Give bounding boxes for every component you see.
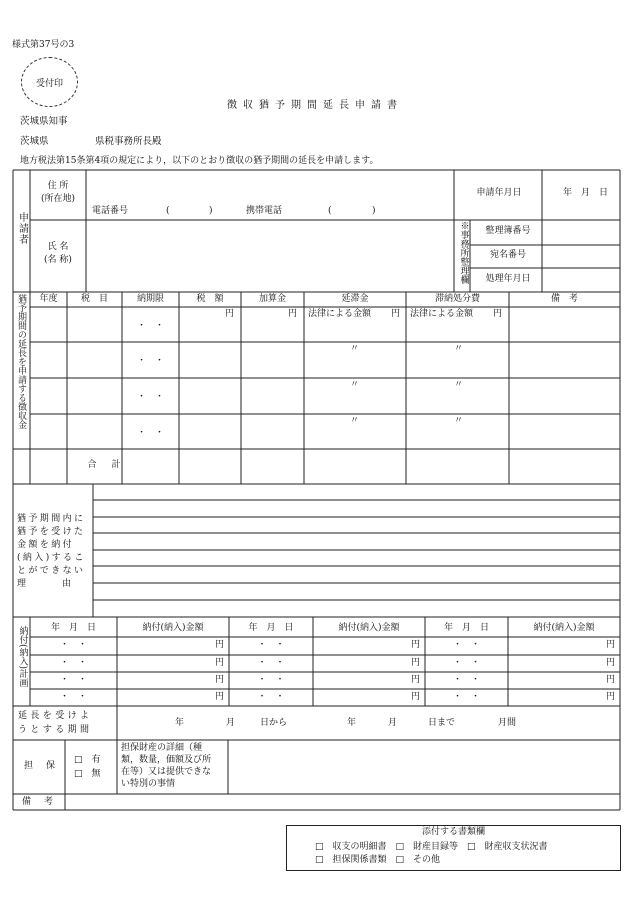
plan-date-header-2: 年 月 日 bbox=[443, 623, 489, 633]
due-date-dots[interactable]: ・ ・ bbox=[136, 321, 164, 331]
plan-amount-yen: 円 bbox=[605, 640, 615, 650]
addressee-number-label: 宛名番号 bbox=[489, 250, 526, 260]
reason-label-line-0: 猶予期間内に bbox=[17, 514, 86, 524]
security-yes-checkbox[interactable]: □ 有 bbox=[74, 755, 101, 765]
extension-label-line1: 延長を受けよ bbox=[18, 711, 93, 721]
plan-amount-yen: 円 bbox=[214, 640, 224, 650]
plan-date-dots[interactable]: ・ ・ bbox=[452, 640, 480, 650]
security-detail-line-3: い特別の事情 bbox=[121, 779, 176, 789]
addressee-governor: 茨城県知事 bbox=[20, 116, 68, 127]
ext-year-2: 年 bbox=[347, 718, 357, 728]
security-detail-line-2: 在等）又は提供できな bbox=[121, 767, 212, 777]
tax-amount-yen: 円 bbox=[224, 309, 234, 319]
plan-amount-yen: 円 bbox=[214, 692, 224, 702]
ledger-number-label: 整理簿番号 bbox=[485, 226, 531, 236]
name-sub-label: (名 称) bbox=[44, 255, 72, 265]
plan-date-header-1: 年 月 日 bbox=[248, 623, 294, 633]
intro-text: 地方税法第15条第4項の規定により，以下のとおり徴収の猶予期間の延長を申請します。 bbox=[20, 156, 379, 166]
due-date-dots[interactable]: ・ ・ bbox=[136, 392, 164, 402]
plan-amount-yen: 円 bbox=[410, 692, 420, 702]
tax-header-0: 年度 bbox=[39, 294, 58, 304]
delinquent-yen: 円 bbox=[390, 309, 400, 319]
mobile-label: 携帯電話 bbox=[246, 206, 283, 216]
plan-amount-yen: 円 bbox=[214, 658, 224, 668]
mobile-paren-close: ) bbox=[372, 206, 376, 216]
security-detail-line-0: 担保財産の詳細（種 bbox=[121, 743, 203, 753]
process-date-label: 処理年月日 bbox=[485, 274, 531, 284]
plan-date-dots[interactable]: ・ ・ bbox=[257, 692, 285, 702]
tax-header-2: 納期限 bbox=[136, 294, 164, 304]
phone-paren-open: ( bbox=[166, 206, 170, 216]
plan-amount-header-2: 納付(納入)金額 bbox=[533, 623, 595, 633]
total-label: 合 計 bbox=[87, 460, 124, 470]
plan-amount-yen: 円 bbox=[605, 692, 615, 702]
disposition-ditto: 〃 bbox=[454, 344, 464, 354]
phone-label: 電話番号 bbox=[92, 206, 129, 216]
due-date-dots[interactable]: ・ ・ bbox=[136, 428, 164, 438]
plan-amount-header-1: 納付(納入)金額 bbox=[338, 623, 400, 633]
apply-date-units: 年 月 日 bbox=[563, 188, 609, 198]
plan-date-dots[interactable]: ・ ・ bbox=[59, 675, 87, 685]
disposition-legal-amount: 法律による金額 bbox=[410, 309, 474, 319]
plan-amount-yen: 円 bbox=[410, 658, 420, 668]
stamp-label: 受付印 bbox=[35, 78, 63, 89]
page-title: 徴収猶予期間延長申請書 bbox=[227, 100, 403, 111]
tax-header-6: 滞納処分費 bbox=[434, 294, 480, 304]
tax-header-7: 備 考 bbox=[550, 294, 578, 304]
plan-amount-yen: 円 bbox=[214, 675, 224, 685]
mobile-paren-open: ( bbox=[328, 206, 332, 216]
disposition-ditto: 〃 bbox=[454, 380, 464, 390]
remarks-label: 備 考 bbox=[22, 797, 56, 807]
attachments-row1[interactable]: □ 収支の明細書 □ 財産目録等 □ 財産収支状況書 bbox=[315, 842, 548, 852]
security-label: 担 保 bbox=[24, 761, 58, 771]
applicant-section-label: 申請者 bbox=[16, 212, 28, 245]
plan-amount-header-0: 納付(納入)金額 bbox=[142, 623, 204, 633]
reason-label-line-3: (納入)するこ bbox=[17, 553, 86, 563]
delinquent-ditto: 〃 bbox=[350, 416, 360, 426]
phone-paren-close: ) bbox=[209, 206, 213, 216]
due-date-dots[interactable]: ・ ・ bbox=[136, 356, 164, 366]
plan-date-dots[interactable]: ・ ・ bbox=[59, 692, 87, 702]
disposition-yen: 円 bbox=[492, 309, 502, 319]
plan-amount-yen: 円 bbox=[410, 675, 420, 685]
address-sub-label: (所在地) bbox=[40, 194, 76, 204]
plan-amount-yen: 円 bbox=[605, 675, 615, 685]
addressee-office: 県税事務所長殿 bbox=[95, 136, 162, 147]
plan-date-dots[interactable]: ・ ・ bbox=[59, 640, 87, 650]
delinquent-ditto: 〃 bbox=[350, 344, 360, 354]
plan-date-dots[interactable]: ・ ・ bbox=[257, 658, 285, 668]
plan-date-dots[interactable]: ・ ・ bbox=[452, 658, 480, 668]
form-number: 様式第37号の3 bbox=[12, 40, 75, 50]
tax-header-1: 税 目 bbox=[80, 294, 108, 304]
tax-header-4: 加算金 bbox=[258, 294, 286, 304]
plan-date-dots[interactable]: ・ ・ bbox=[452, 692, 480, 702]
plan-date-dots[interactable]: ・ ・ bbox=[257, 640, 285, 650]
tax-header-5: 延滞金 bbox=[341, 294, 369, 304]
attachments-title: 添付する書類欄 bbox=[421, 827, 485, 837]
disposition-ditto: 〃 bbox=[454, 416, 464, 426]
office-note-label: ※事務所整理欄 bbox=[458, 221, 469, 284]
plan-amount-yen: 円 bbox=[410, 640, 420, 650]
ext-month-1: 月 bbox=[226, 718, 236, 728]
address-label: 住 所 bbox=[47, 181, 69, 191]
plan-date-dots[interactable]: ・ ・ bbox=[59, 658, 87, 668]
reason-label-line-5: 理 由 bbox=[17, 579, 72, 589]
reason-label-line-2: 金額を納付 bbox=[17, 540, 75, 550]
plan-date-dots[interactable]: ・ ・ bbox=[257, 675, 285, 685]
plan-date-dots[interactable]: ・ ・ bbox=[452, 675, 480, 685]
ext-year-1: 年 bbox=[175, 718, 185, 728]
plan-date-header-0: 年 月 日 bbox=[50, 623, 96, 633]
security-no-checkbox[interactable]: □ 無 bbox=[74, 769, 101, 779]
reason-label-line-1: 猶予を受けた bbox=[17, 527, 86, 537]
delinquent-legal-amount: 法律による金額 bbox=[308, 309, 372, 319]
plan-side-label: 納付(納入)計画 bbox=[17, 626, 28, 688]
ext-months: 月間 bbox=[498, 718, 517, 728]
tax-side-label: 猶予期間の延長を申請する徴収金 bbox=[16, 294, 26, 429]
addressee-prefecture: 茨城県 bbox=[20, 136, 49, 147]
ext-to: 日まで bbox=[428, 718, 456, 728]
name-label: 氏 名 bbox=[47, 242, 69, 252]
plan-amount-yen: 円 bbox=[605, 658, 615, 668]
ext-from: 日から bbox=[260, 718, 288, 728]
ext-month-2: 月 bbox=[388, 718, 398, 728]
apply-date-label: 申請年月日 bbox=[476, 188, 522, 198]
delinquent-ditto: 〃 bbox=[350, 380, 360, 390]
attachments-row2[interactable]: □ 担保関係書類 □ その他 bbox=[315, 855, 441, 865]
tax-header-3: 税 額 bbox=[196, 294, 224, 304]
extension-label-line2: うとする期間 bbox=[18, 725, 93, 735]
surcharge-yen: 円 bbox=[287, 309, 297, 319]
security-detail-line-1: 類，数量，価額及び所 bbox=[121, 755, 212, 765]
reason-label-line-4: とができない bbox=[17, 566, 86, 576]
